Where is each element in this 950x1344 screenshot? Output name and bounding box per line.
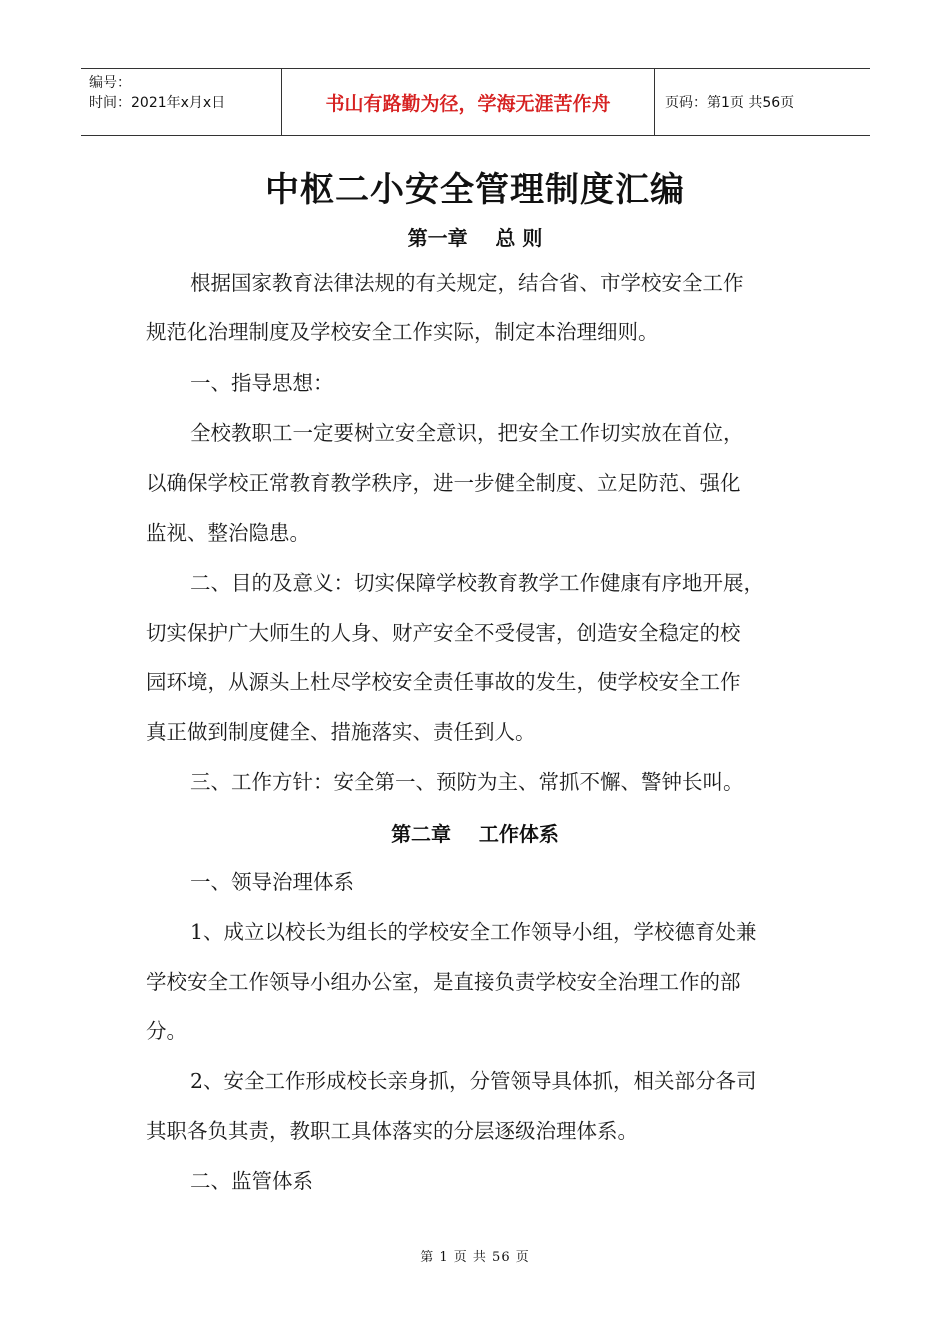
body-line: 园环境，从源头上杜尽学校安全责任事故的发生，使学校安全工作: [146, 670, 741, 694]
chapter-2-heading: 第二章 工作体系: [391, 822, 559, 846]
document-title: 中枢二小安全管理制度汇编: [265, 170, 685, 210]
chapter-1-heading: 第一章 总 则: [407, 226, 543, 250]
section-heading: 一、领导治理体系: [190, 870, 354, 894]
body-line: 分。: [146, 1019, 187, 1043]
body-line: 2、安全工作形成校长亲身抓，分管领导具体抓，相关部分各司: [190, 1069, 757, 1093]
body-line: 学校安全工作领导小组办公室，是直接负责学校安全治理工作的部: [146, 970, 741, 994]
body-line: 监视、整治隐患。: [146, 521, 310, 545]
body-line: 二、目的及意义：切实保障学校教育教学工作健康有序地开展，: [190, 571, 764, 595]
document-header-table: [81, 68, 870, 136]
body-line: 全校教职工一定要树立安全意识，把安全工作切实放在首位，: [190, 421, 744, 445]
body-line: 三、工作方针：安全第一、预防为主、常抓不懈、警钟长叫。: [190, 770, 744, 794]
section-heading: 二、监管体系: [190, 1169, 313, 1193]
body-line: 根据国家教育法律法规的有关规定，结合省、市学校安全工作: [190, 271, 744, 295]
header-page-info: 页码：第1页 共56页: [665, 95, 795, 111]
number-label: 编号：: [89, 75, 131, 91]
header-motto: 书山有路勤为径，学海无涯苦作舟: [281, 69, 655, 135]
time-label: 时间：2021年x月x日: [89, 95, 226, 111]
body-line: 真正做到制度健全、措施落实、责任到人。: [146, 720, 536, 744]
body-line: 其职各负其责，教职工具体落实的分层逐级治理体系。: [146, 1119, 638, 1143]
section-heading: 一、指导思想：: [190, 371, 334, 395]
body-line: 1、成立以校长为组长的学校安全工作领导小组，学校德育处兼: [190, 920, 757, 944]
body-line: 以确保学校正常教育教学秩序，进一步健全制度、立足防范、强化: [146, 471, 741, 495]
page-footer: 第 1 页 共 56 页: [420, 1250, 530, 1265]
header-meta: [81, 69, 281, 135]
body-line: 规范化治理制度及学校安全工作实际，制定本治理细则。: [146, 320, 659, 344]
body-line: 切实保护广大师生的人身、财产安全不受侵害，创造安全稳定的校: [146, 621, 741, 645]
